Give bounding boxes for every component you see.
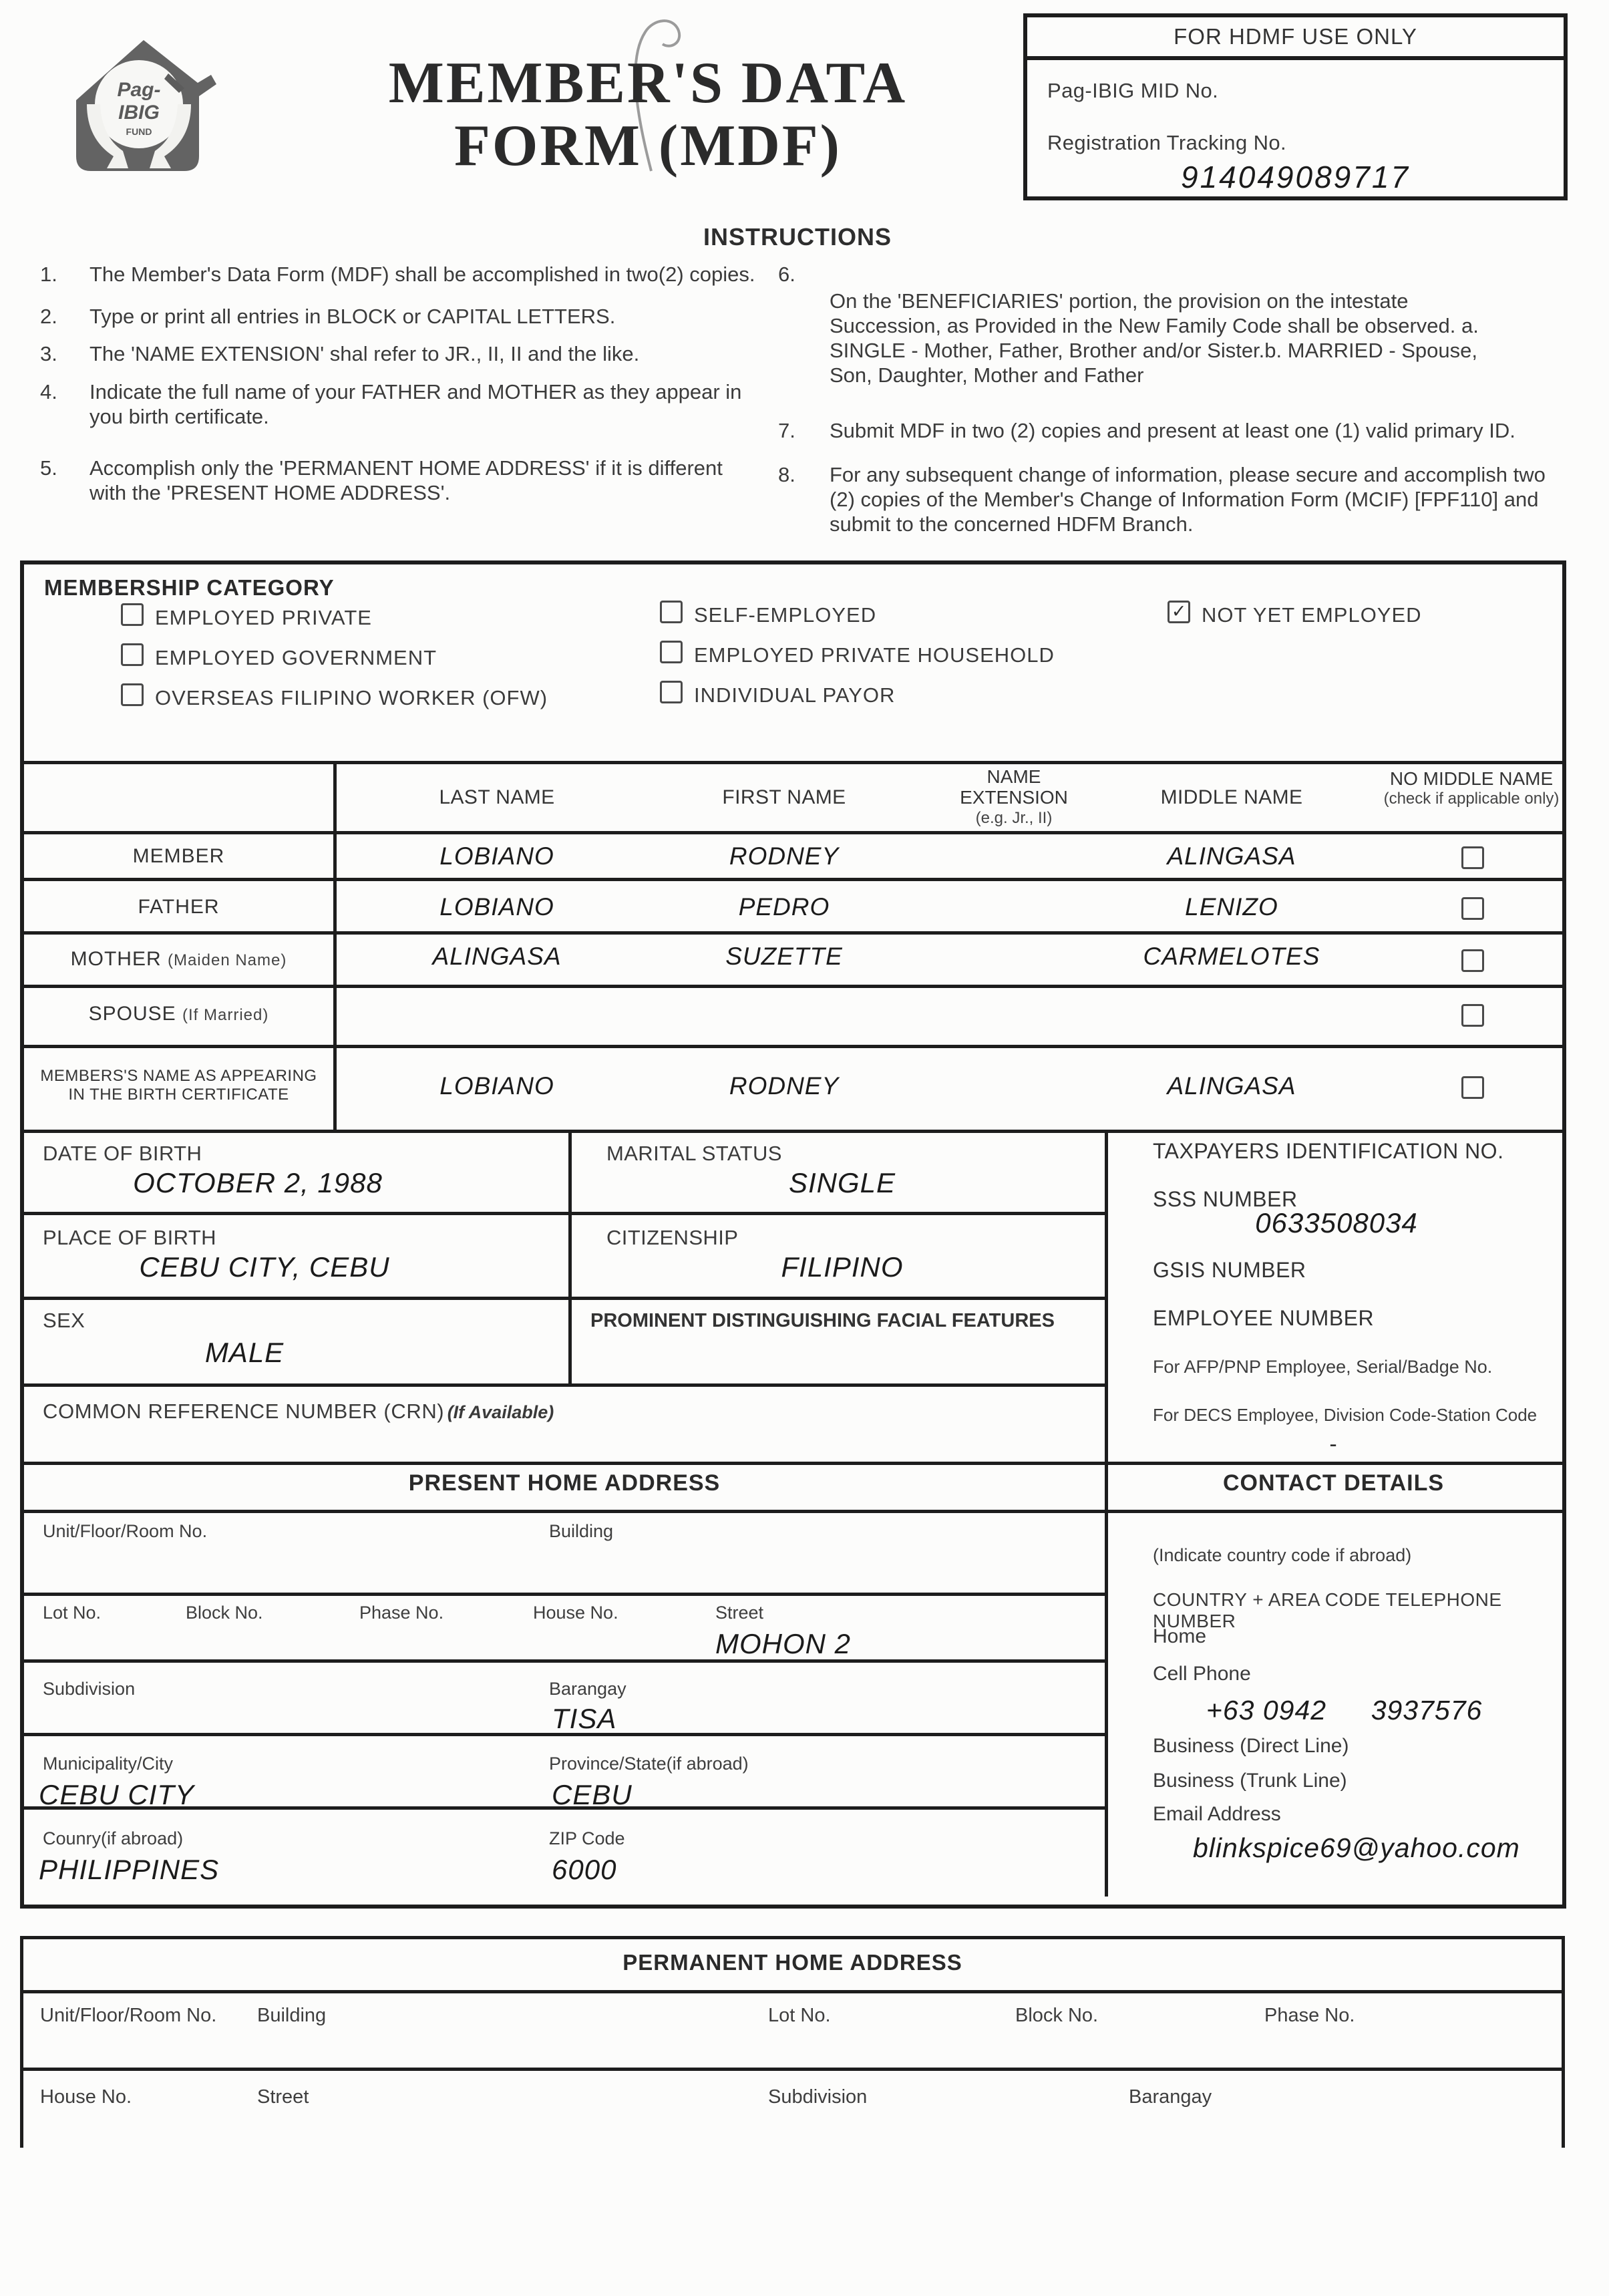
- instruction-number: 1.: [40, 263, 57, 286]
- citizenship-value[interactable]: FILIPINO: [781, 1251, 904, 1283]
- phase-no-label: Phase No.: [359, 1603, 444, 1623]
- checkbox-self-employed[interactable]: [660, 601, 683, 623]
- decs-value[interactable]: -: [1329, 1432, 1337, 1457]
- row-label-spouse: SPOUSE (If Married): [88, 1003, 269, 1025]
- checkbox-member-no-middle-name[interactable]: [1461, 846, 1484, 869]
- col-header-name-extension: NAME EXTENSION (e.g. Jr., II): [930, 766, 1097, 828]
- checkbox-employed-private-household[interactable]: [660, 641, 683, 663]
- option-label-employed-private-household: EMPLOYED PRIVATE HOUSEHOLD: [694, 643, 1055, 667]
- house-no-label: House No.: [533, 1603, 618, 1623]
- subdivision-label: Subdivision: [43, 1679, 136, 1699]
- perm-unit-floor-room-label: Unit/Floor/Room No.: [40, 2005, 217, 2026]
- main-form-table: [20, 560, 1566, 1909]
- instruction-item-1: [40, 262, 761, 287]
- member-middle-name[interactable]: ALINGASA: [1167, 842, 1296, 870]
- email-address-value[interactable]: blinkspice69@yahoo.com: [1193, 1832, 1520, 1863]
- option-label-employed-private: EMPLOYED PRIVATE: [155, 606, 372, 629]
- col-header-first-name: FIRST NAME: [722, 786, 846, 808]
- instruction-number: 7.: [778, 419, 795, 442]
- checkbox-ofw[interactable]: [121, 683, 144, 706]
- tin-label: TAXPAYERS IDENTIFICATION NO.: [1153, 1139, 1504, 1163]
- row-label-mother: MOTHER (Maiden Name): [70, 948, 287, 970]
- province-state-value[interactable]: CEBU: [552, 1779, 633, 1810]
- perm-barangay-label: Barangay: [1129, 2086, 1212, 2108]
- hdmf-box-title: FOR HDMF USE ONLY: [1027, 17, 1564, 60]
- birthcert-last-name[interactable]: LOBIANO: [439, 1072, 554, 1100]
- place-of-birth-value[interactable]: CEBU CITY, CEBU: [139, 1251, 390, 1283]
- employee-number-label: EMPLOYEE NUMBER: [1153, 1306, 1375, 1330]
- checkbox-spouse-no-middle-name[interactable]: [1461, 1004, 1484, 1027]
- perm-street-label: Street: [257, 2086, 309, 2108]
- street-label: Street: [715, 1603, 764, 1623]
- instruction-text: Type or print all entries in BLOCK or CAPITAL LETTERS.: [90, 305, 616, 328]
- instruction-number: 3.: [40, 342, 57, 365]
- mother-first-name[interactable]: SUZETTE: [725, 943, 843, 970]
- form-title-line2: FORM (MDF): [454, 114, 842, 178]
- option-label-employed-government: EMPLOYED GOVERNMENT: [155, 646, 437, 669]
- instructions-heading: INSTRUCTIONS: [703, 223, 892, 251]
- business-trunk-line-label: Business (Trunk Line): [1153, 1770, 1347, 1792]
- country-area-code-columns-note: COUNTRY + AREA CODE TELEPHONE NUMBER: [1153, 1589, 1502, 1631]
- no-middle-name-note: (check if applicable only): [1383, 790, 1560, 808]
- hdmf-use-only-box: [1023, 13, 1568, 200]
- lot-no-label: Lot No.: [43, 1603, 102, 1623]
- option-label-self-employed: SELF-EMPLOYED: [694, 603, 877, 627]
- instruction-number: 2.: [40, 305, 57, 328]
- checkbox-birthcert-no-middle-name[interactable]: [1461, 1076, 1484, 1099]
- row-label-father: FATHER: [138, 896, 220, 918]
- gsis-number-label: GSIS NUMBER: [1153, 1258, 1306, 1282]
- option-label-individual-payor: INDIVIDUAL PAYOR: [694, 683, 896, 707]
- perm-phase-no-label: Phase No.: [1264, 2005, 1355, 2026]
- father-last-name[interactable]: LOBIANO: [439, 893, 554, 921]
- business-direct-line-label: Business (Direct Line): [1153, 1735, 1349, 1757]
- birthcert-middle-name[interactable]: ALINGASA: [1167, 1072, 1296, 1100]
- checkbox-employed-government[interactable]: [121, 643, 144, 666]
- instruction-item-2: [40, 304, 761, 329]
- permanent-home-address-title: PERMANENT HOME ADDRESS: [622, 1950, 962, 1975]
- row-label-member: MEMBER: [132, 845, 225, 867]
- cell-phone-number-value[interactable]: 3937576: [1371, 1695, 1483, 1726]
- facial-features-label: PROMINENT DISTINGUISHING FACIAL FEATURES: [590, 1310, 1055, 1331]
- instruction-number: 4.: [40, 380, 57, 403]
- country-value[interactable]: PHILIPPINES: [39, 1854, 220, 1885]
- perm-house-no-label: House No.: [40, 2086, 132, 2108]
- present-home-address-title: PRESENT HOME ADDRESS: [408, 1470, 721, 1496]
- zip-code-label: ZIP Code: [549, 1828, 625, 1848]
- contact-details-title: CONTACT DETAILS: [1222, 1470, 1445, 1496]
- instruction-item-7: [778, 418, 1560, 443]
- instruction-number: 6.: [778, 263, 795, 286]
- crn-label-group: [43, 1400, 554, 1424]
- row-label-birth-certificate-name: MEMBERS'S NAME AS APPEARING IN THE BIRTH CERTIFICATE: [40, 1067, 317, 1104]
- logo-word-ibig: IBIG: [118, 102, 160, 124]
- perm-lot-no-label: Lot No.: [768, 2005, 831, 2026]
- instruction-text: The 'NAME EXTENSION' shal refer to JR., II, II and the like.: [90, 342, 640, 365]
- date-of-birth-value[interactable]: OCTOBER 2, 1988: [133, 1167, 383, 1198]
- permanent-home-address-table: [20, 1936, 1565, 2148]
- barangay-value[interactable]: TISA: [552, 1703, 617, 1734]
- member-first-name[interactable]: RODNEY: [729, 842, 840, 870]
- instruction-number: 5.: [40, 456, 57, 480]
- col-header-middle-name: MIDDLE NAME: [1160, 786, 1303, 808]
- instruction-text: Accomplish only the 'PERMANENT HOME ADDRESS' if it is different with the 'PRESENT HOME ADDRESS'.: [90, 456, 723, 504]
- abroad-country-code-note: (Indicate country code if abroad): [1153, 1545, 1412, 1565]
- email-address-label: Email Address: [1153, 1803, 1281, 1825]
- member-last-name[interactable]: LOBIANO: [439, 842, 554, 870]
- instruction-text: For any subsequent change of information, please secure and accomplish two (2) copies of the Member's Change of Information Form (MCIF) [FPF110] and submit to the concerned HDFM Branch.: [830, 463, 1546, 536]
- instruction-item-4: [40, 379, 748, 429]
- perm-building-label: Building: [257, 2005, 327, 2026]
- instruction-item-3: [40, 341, 761, 366]
- sex-label: SEX: [43, 1309, 85, 1332]
- col-header-no-middle-name: NO MIDDLE NAME (check if applicable only): [1383, 768, 1560, 808]
- pagibig-mid-no-label: Pag-IBIG MID No.: [1047, 79, 1219, 102]
- municipality-city-label: Municipality/City: [43, 1754, 174, 1774]
- sss-number-value[interactable]: 0633508034: [1255, 1207, 1418, 1239]
- perm-subdivision-label: Subdivision: [768, 2086, 868, 2108]
- home-phone-label: Home: [1153, 1625, 1207, 1647]
- checkbox-employed-private[interactable]: [121, 603, 144, 626]
- pagibig-logo: [67, 25, 220, 179]
- crn-note: (If Available): [447, 1402, 554, 1422]
- instruction-text: Submit MDF in two (2) copies and present at least one (1) valid primary ID.: [830, 419, 1515, 442]
- zip-code-value[interactable]: 6000: [552, 1854, 617, 1885]
- instruction-number: 8.: [778, 463, 795, 486]
- instruction-item-8: [778, 462, 1546, 536]
- logo-word-fund: FUND: [126, 126, 152, 137]
- street-value[interactable]: MOHON 2: [715, 1628, 852, 1659]
- unit-floor-room-label: Unit/Floor/Room No.: [43, 1521, 208, 1541]
- form-title-line1: MEMBER'S DATA: [388, 51, 908, 116]
- registration-tracking-no-value[interactable]: 914049089717: [1181, 160, 1410, 194]
- option-label-not-yet-employed: NOT YET EMPLOYED: [1202, 603, 1422, 627]
- crn-label: COMMON REFERENCE NUMBER (CRN): [43, 1400, 445, 1423]
- perm-block-no-label: Block No.: [1015, 2005, 1099, 2026]
- membership-category-title: MEMBERSHIP CATEGORY: [44, 575, 335, 600]
- country-label: Counry(if abroad): [43, 1828, 184, 1848]
- father-first-name[interactable]: PEDRO: [738, 893, 830, 921]
- date-of-birth-label: DATE OF BIRTH: [43, 1142, 202, 1165]
- col-header-last-name: LAST NAME: [439, 786, 555, 808]
- place-of-birth-label: PLACE OF BIRTH: [43, 1226, 216, 1249]
- checkbox-mother-no-middle-name[interactable]: [1461, 949, 1484, 972]
- father-middle-name[interactable]: LENIZO: [1185, 893, 1278, 921]
- checkbox-individual-payor[interactable]: [660, 681, 683, 703]
- province-state-label: Province/State(if abroad): [549, 1754, 749, 1774]
- barangay-label: Barangay: [549, 1679, 627, 1699]
- option-label-ofw: OVERSEAS FILIPINO WORKER (OFW): [155, 686, 548, 709]
- instruction-text: The Member's Data Form (MDF) shall be accomplished in two(2) copies.: [90, 263, 755, 286]
- name-extension-note: (e.g. Jr., II): [975, 809, 1053, 827]
- checkbox-father-no-middle-name[interactable]: [1461, 897, 1484, 920]
- sex-value[interactable]: MALE: [204, 1337, 285, 1368]
- block-no-label: Block No.: [186, 1603, 263, 1623]
- municipality-city-value[interactable]: CEBU CITY: [39, 1779, 195, 1810]
- checkbox-not-yet-employed[interactable]: ✓: [1168, 601, 1190, 623]
- sss-number-label: SSS NUMBER: [1153, 1187, 1298, 1211]
- afp-pnp-note: For AFP/PNP Employee, Serial/Badge No.: [1153, 1357, 1493, 1377]
- instruction-item-6: On the 'BENEFICIARIES' portion, the provision on the intestate Succession, as Provided in the New Family Code shall be observed. a. SINGLE - Mother, Father, Brother and/or Sister.b. MARRIED - Spouse, Son, Daughter, Mother and Father: [830, 289, 1479, 387]
- mother-middle-name[interactable]: CARMELOTES: [1143, 943, 1320, 970]
- citizenship-label: CITIZENSHIP: [606, 1226, 739, 1249]
- building-label: Building: [549, 1521, 614, 1541]
- mother-last-name[interactable]: ALINGASA: [432, 943, 562, 970]
- decs-note: For DECS Employee, Division Code-Station Code: [1153, 1405, 1538, 1425]
- registration-tracking-no-label: Registration Tracking No.: [1047, 131, 1287, 154]
- logo-word-pag: Pag-: [117, 79, 161, 101]
- marital-status-value[interactable]: SINGLE: [788, 1167, 896, 1198]
- cell-phone-label: Cell Phone: [1153, 1663, 1251, 1685]
- cell-phone-area-value[interactable]: +63 0942: [1206, 1695, 1327, 1726]
- marital-status-label: MARITAL STATUS: [606, 1142, 782, 1165]
- birthcert-first-name[interactable]: RODNEY: [729, 1072, 840, 1100]
- instruction-text: Indicate the full name of your FATHER and MOTHER as they appear in you birth certificate.: [90, 380, 742, 428]
- instruction-item-5: [40, 456, 748, 505]
